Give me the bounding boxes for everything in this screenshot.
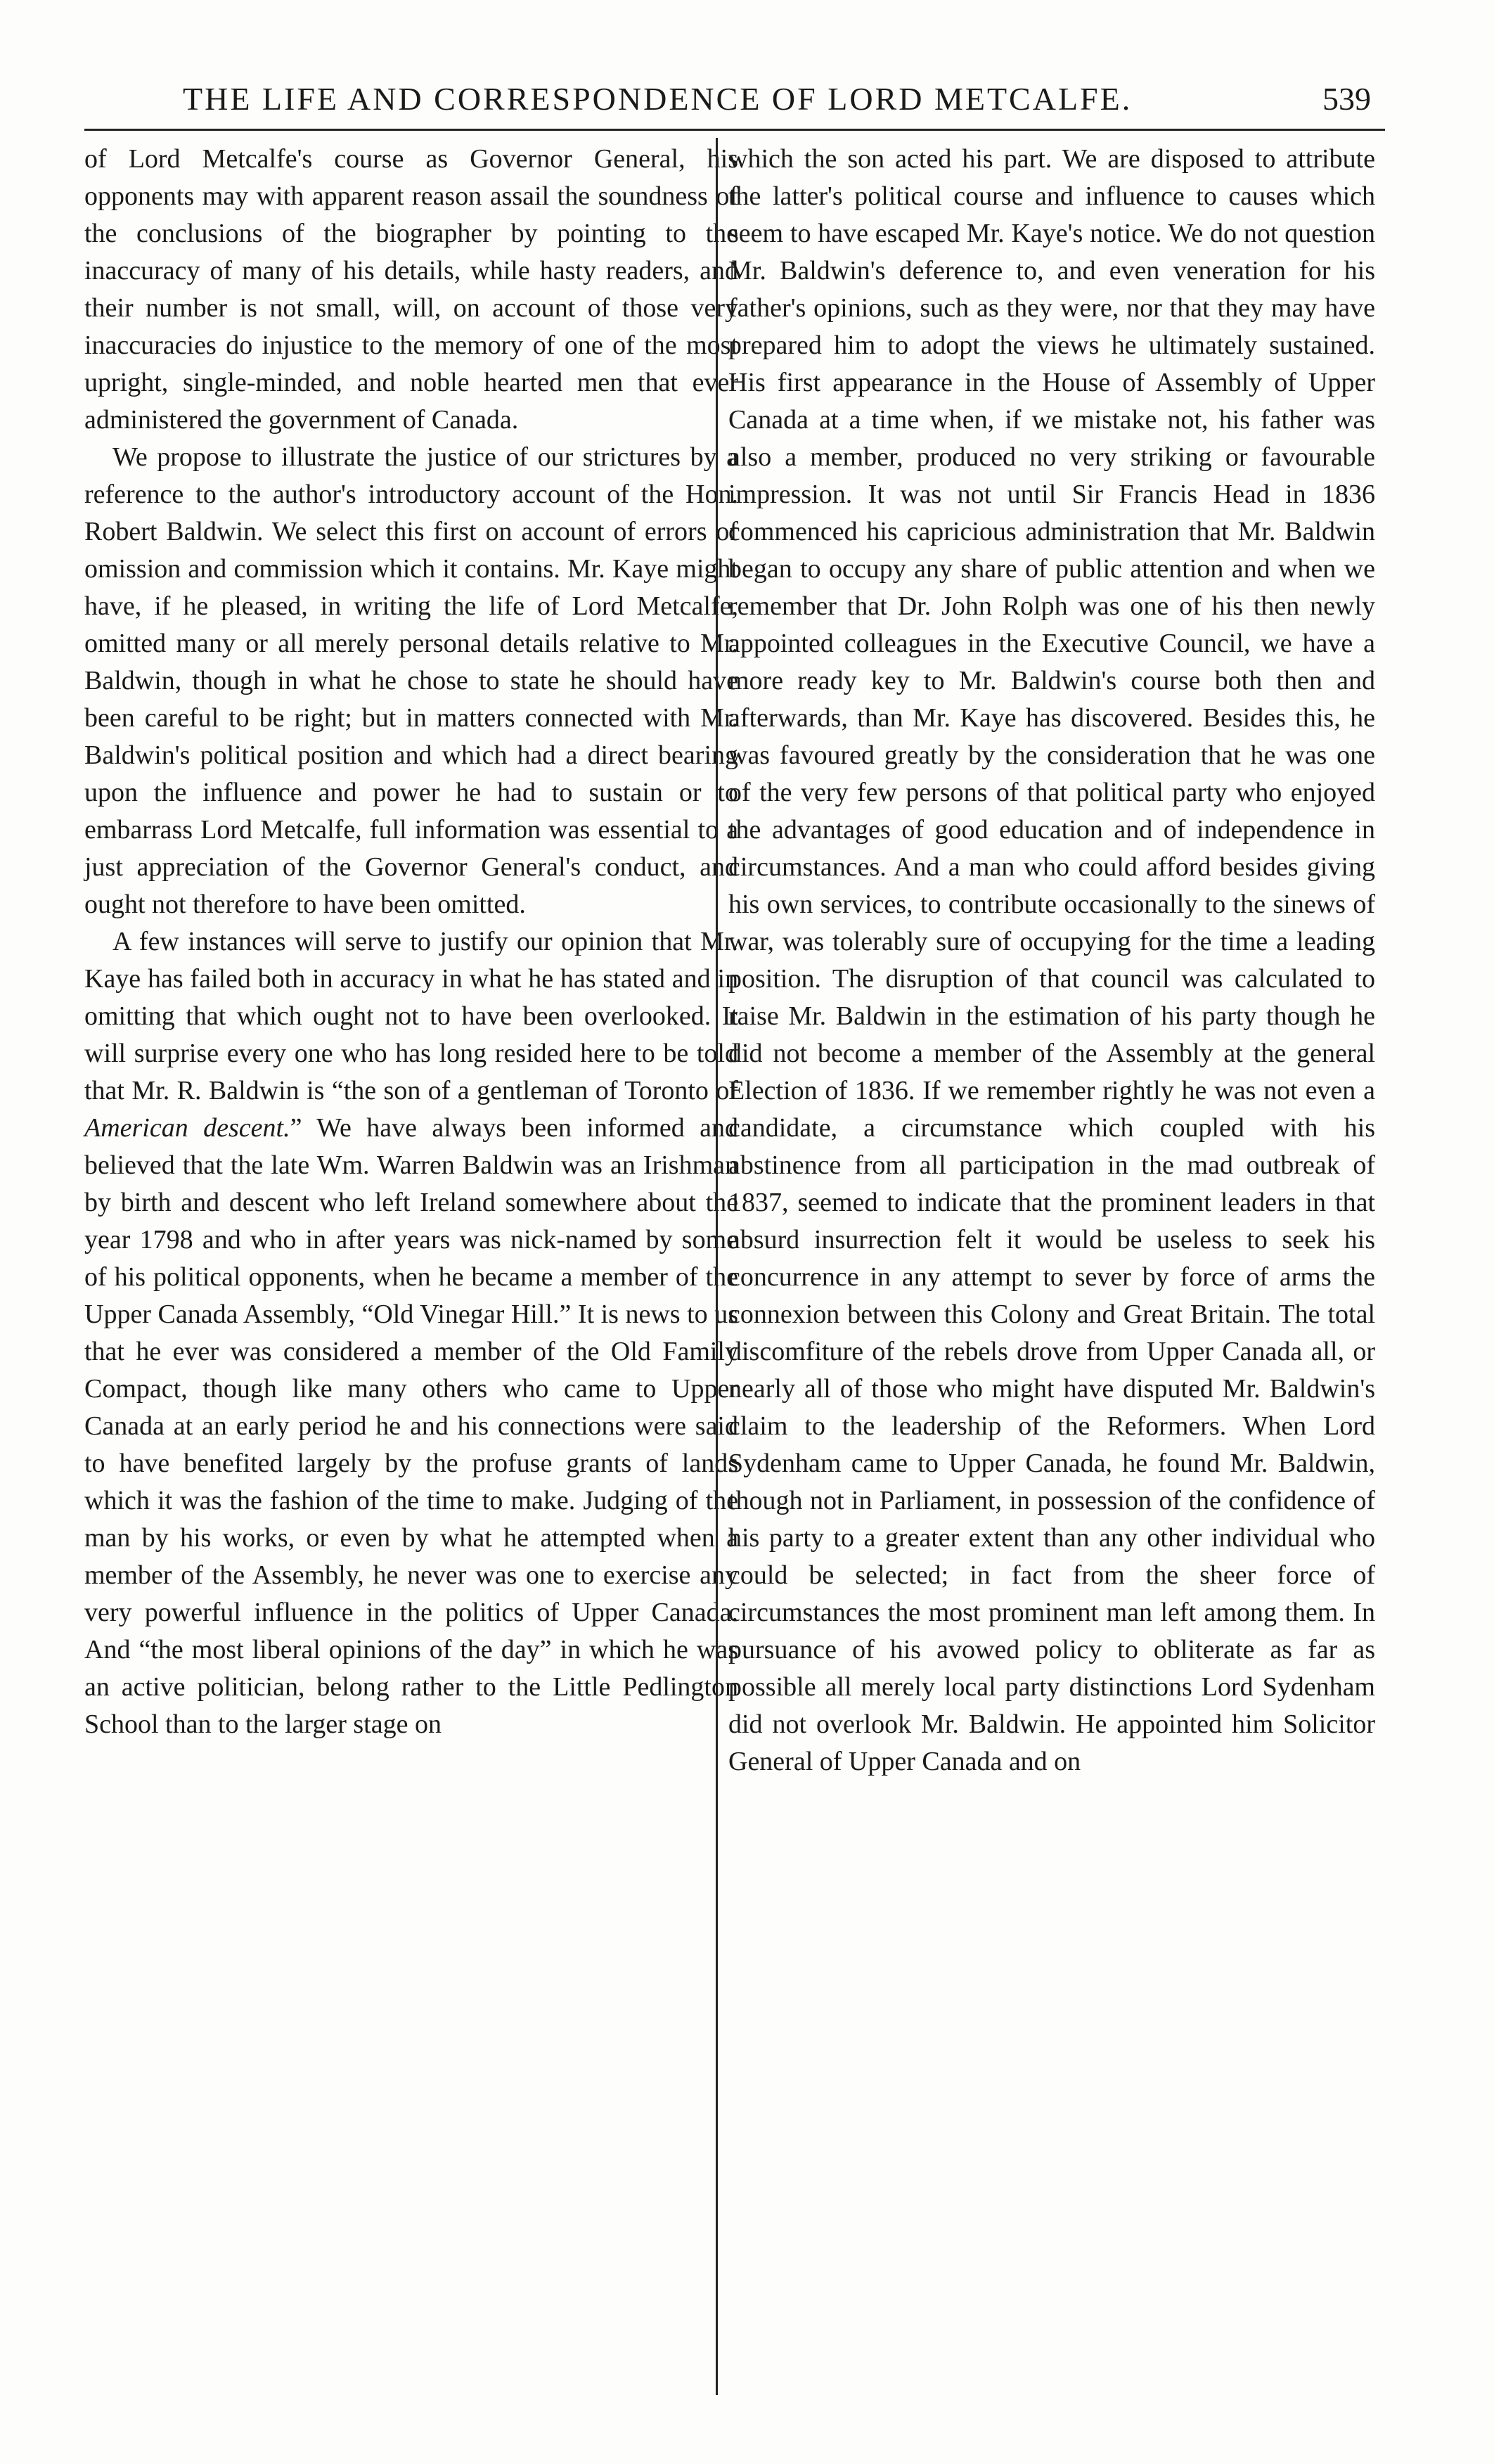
paragraph-text: A few instances will serve to justify our opinion that Mr. Kaye has failed both in accuracy in what he has stated and in omitting that which ought not to have been overlooked. It will surprise every one who has long resided here to be told that Mr. R. Baldwin is “the son of a gentleman of Toronto of <box>84 927 738 1105</box>
paragraph: of Lord Metcalfe's course as Governor General, his opponents may with apparent reason assail the soundness of the conclusions of the biographer by pointing to the inaccuracy of many of his details, while hasty readers, and their number is not small, will, on account of those very inaccuracies do injustice to the memory of one of the most upright, single-minded, and noble hearted men that ever administered the government of Canada. <box>84 144 738 435</box>
page-number: 539 <box>1322 81 1371 117</box>
paragraph: We propose to illustrate the justice of our strictures by a reference to the author's introductory account of the Hon. Robert Baldwin. We select this first on account of errors of omission and commission which it contains. Mr. Kaye might have, if he pleased, in writing the life of Lord Metcalfe, omitted many or all merely personal details relative to Mr. Baldwin, though in what he chose to state he should have been careful to be right; but in matters connected with Mr. Baldwin's political position and which had a direct bearing upon the influence and power he had to sustain or to embarrass Lord Metcalfe, full information was essential to a just appreciation of the Governor General's conduct, and ought not therefore to have been omitted. <box>84 442 738 919</box>
right-column <box>728 141 1375 1780</box>
paragraph: which the son acted his part. We are disposed to attribute the latter's political course and influence to causes which seem to have escaped Mr. Kaye's notice. We do not question Mr. Baldwin's deference to, and even veneration for his father's opinions, such as they were, nor that they may have prepared him to adopt the views he ultimately sustained. His first appearance in the House of Assembly of Upper Canada at a time when, if we mistake not, his father was also a member, produced no very striking or favourable impression. It was not until Sir Francis Head in 1836 commenced his capricious administration that Mr. Baldwin began to occupy any share of public attention and when we remember that Dr. John Rolph was one of his then newly appointed colleagues in the Executive Council, we have a more ready key to Mr. Baldwin's course both then and afterwards, than Mr. Kaye has discovered. Besides this, he was favoured greatly by the consideration that he was one of the very few persons of that political party who enjoyed the advantages of good education and of independence in circumstances. And a man who could afford besides giving his own services, to contribute occasionally to the sinews of war, was tolerably sure of occupying for the time a leading position. The disruption of that council was calculated to raise Mr. Baldwin in the estimation of his party though he did not become a member of the Assembly at the general Election of 1836. If we remember rightly he was not even a candidate, a circumstance which coupled with his abstinence from all participation in the mad outbreak of 1837, seemed to indicate that the prominent leaders in that absurd insurrection felt it would be useless to seek his concurrence in any attempt to sever by force of arms the connexion between this Colony and Great Britain. The total discomfiture of the rebels drove from Upper Canada all, or nearly all of those who might have disputed Mr. Baldwin's claim to the leadership of the Reformers. When Lord Sydenham came to Upper Canada, he found Mr. Baldwin, though not in Parliament, in possession of the confidence of his party to a greater extent than any other individual who could be selected; in fact from the sheer force of circumstances the most prominent man left among them. In pursuance of his avowed policy to obliterate as far as possible all merely local party distinctions Lord Sydenham did not overlook Mr. Baldwin. He appointed him Solicitor General of Upper Canada and on <box>728 144 1375 1776</box>
running-title: THE LIFE AND CORRESPONDENCE OF LORD METCALFE. <box>183 81 1133 117</box>
paragraph <box>84 923 738 1743</box>
page-header <box>84 68 1385 131</box>
paragraph-text: ” We have always been informed and believed that the late Wm. Warren Baldwin was an Irishman by birth and descent who left Ireland somewhere about the year 1798 and who in after years was nick-named by some of his political opponents, when he became a member of the Upper Canada Assembly, “Old Vinegar Hill.” It is news to us that he ever was considered a member of the Old Family Compact, though like many others who came to Upper Canada at an early period he and his connections were said to have benefited largely by the profuse grants of lands which it was the fashion of the time to make. Judging of the man by his works, or even by what he attempted when a member of the Assembly, he never was one to exercise any very powerful influence in the politics of Upper Canada. And “the most liberal opinions of the day” in which he was an active politician, belong rather to the Little Pedlington School than to the larger stage on <box>84 1113 738 1739</box>
header-rule <box>84 129 1385 131</box>
column-divider <box>716 138 718 2395</box>
italic-phrase: American descent. <box>84 1113 290 1143</box>
left-column <box>84 141 738 1743</box>
